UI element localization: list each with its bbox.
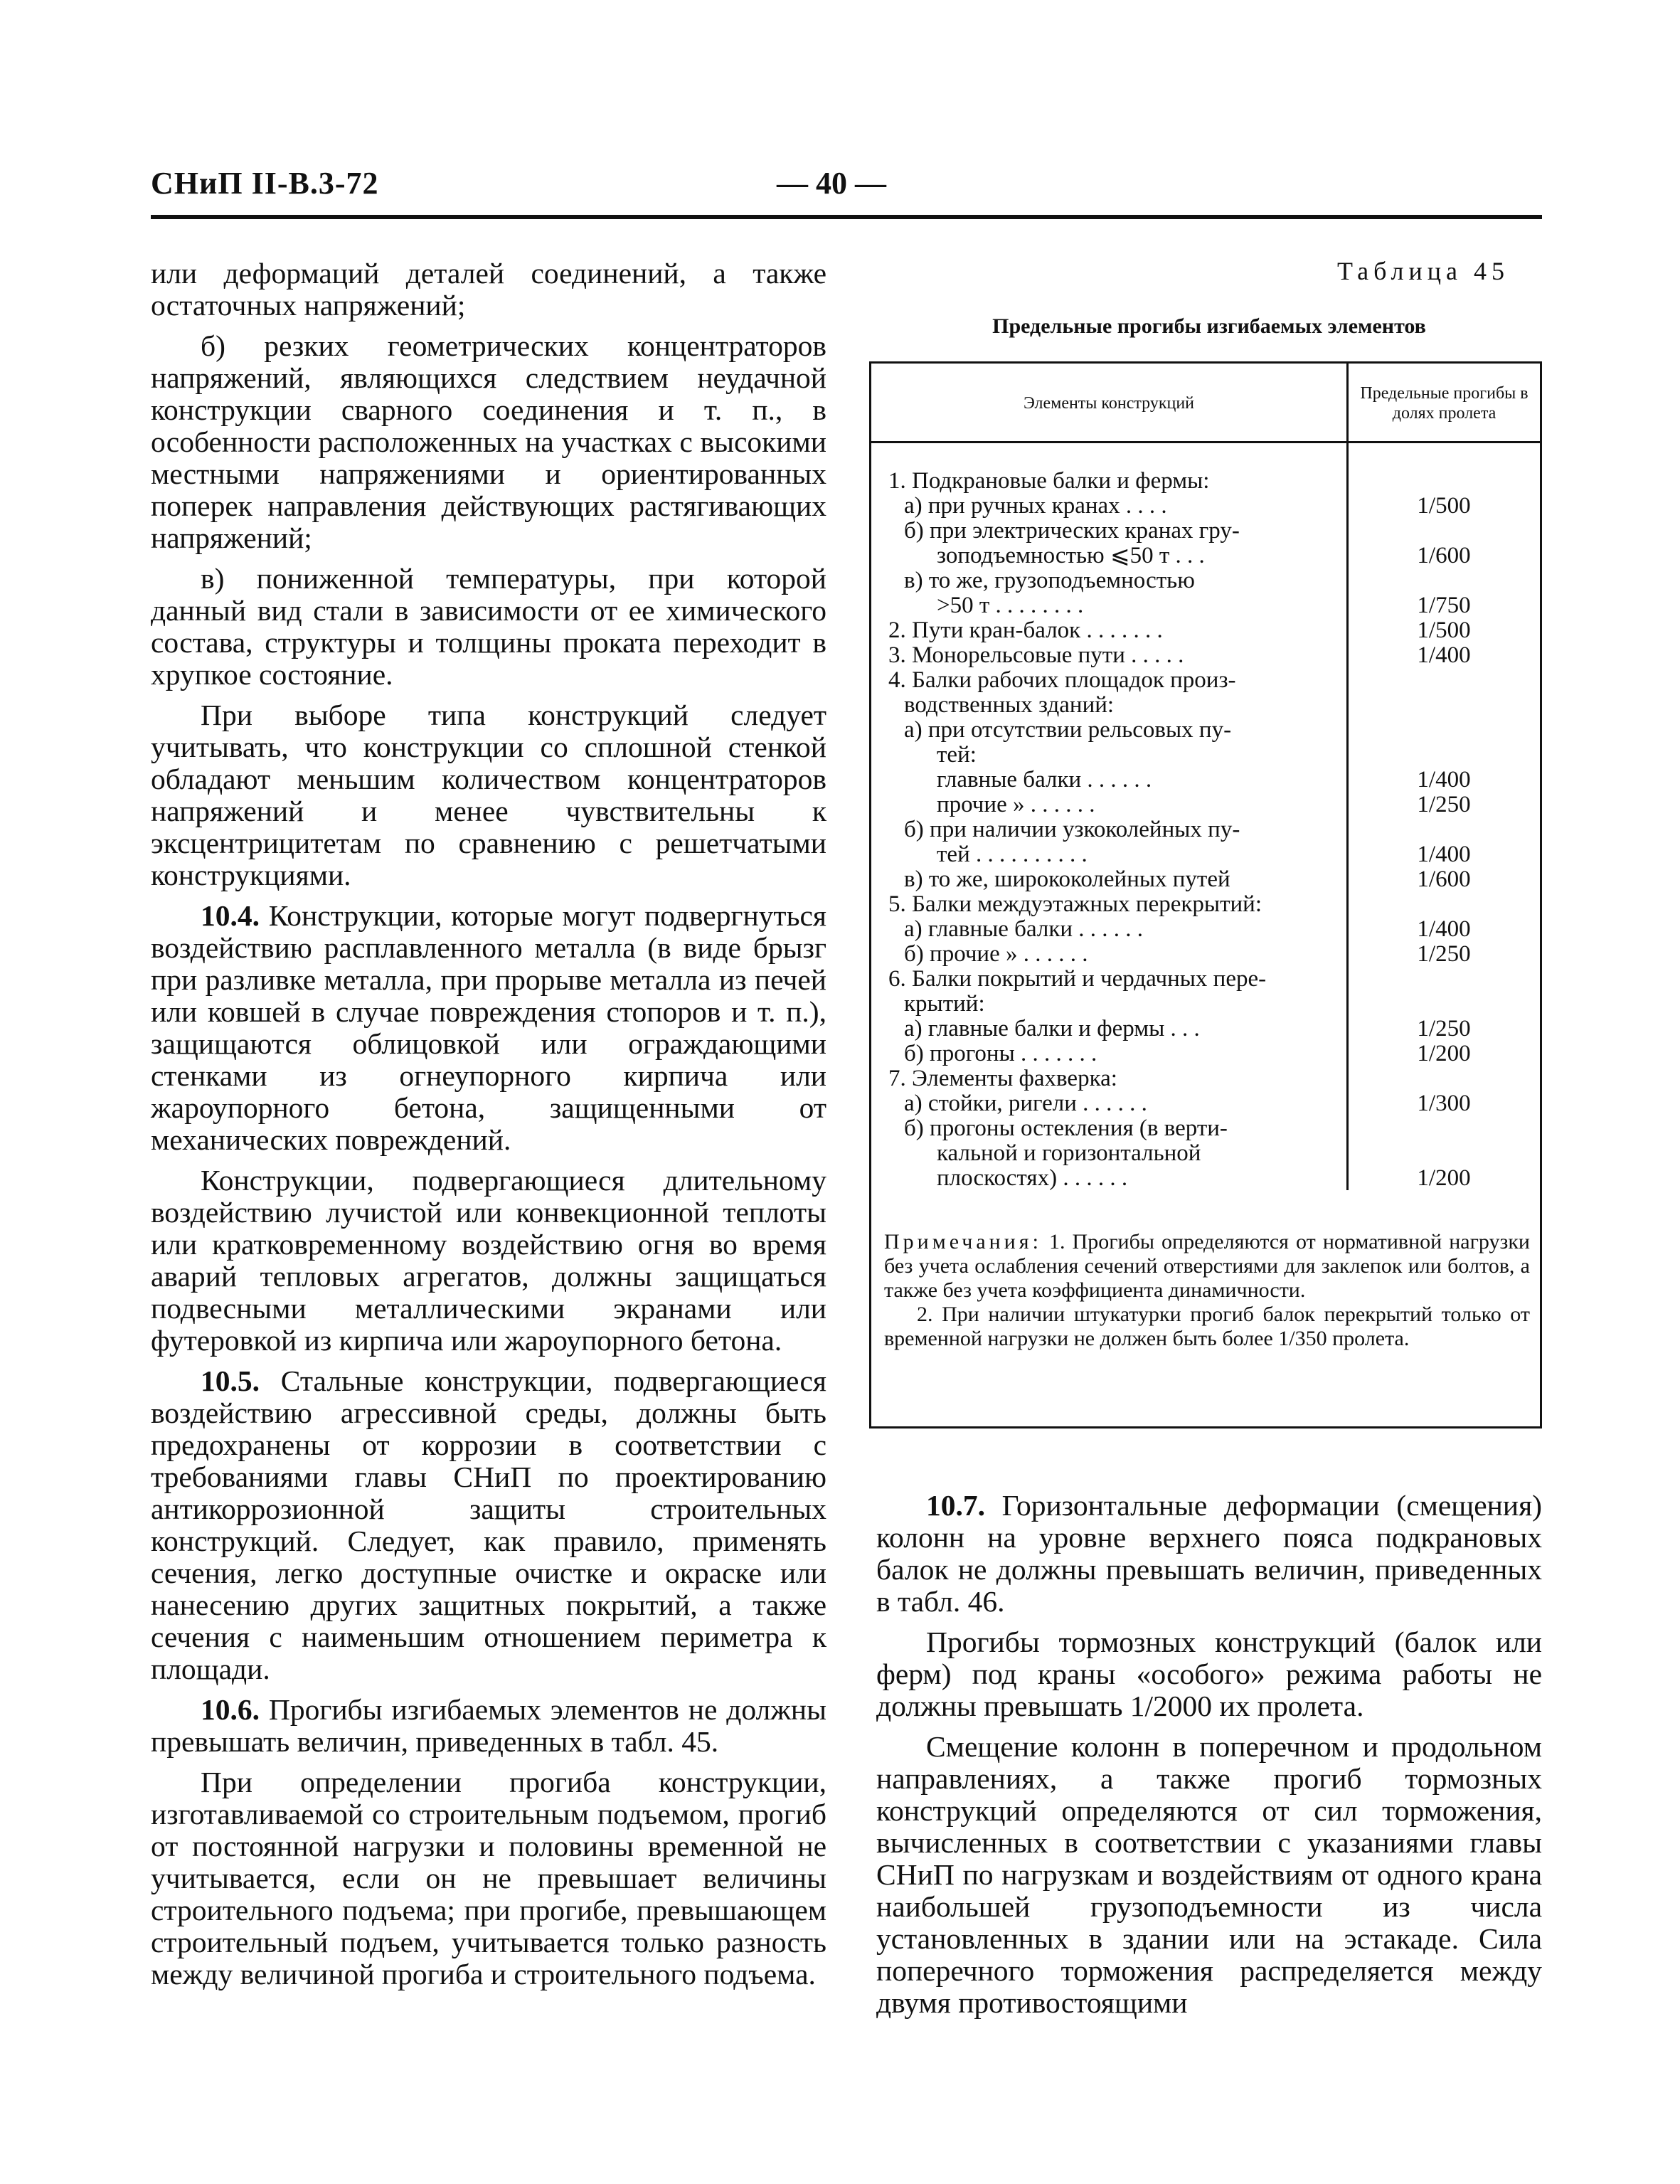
row-value: 1/200	[1417, 1165, 1471, 1191]
clause-number: 10.4.	[201, 899, 260, 932]
row-label: главные балки . . . . . .	[937, 767, 1152, 793]
paragraph: При выборе типа конструкций следует учитывать, что конструкции со сплошной стенкой обладают меньшим количеством концентраторов напряжений и менее чувствительны к эксцентрицитетам по сравнению с решетчатыми конструкциями.	[151, 699, 826, 891]
clause-number: 10.7.	[926, 1489, 985, 1522]
paragraph: или деформаций деталей соединений, а также остаточных напряжений;	[151, 257, 826, 322]
row-label: кальной и горизонтальной	[937, 1140, 1201, 1166]
row-label: водственных зданий:	[904, 692, 1115, 718]
left-column	[151, 258, 826, 1999]
table-row	[871, 867, 1540, 892]
row-value: 1/750	[1417, 593, 1471, 618]
paragraph: Прогибы тормозных конструкций (балок или ферм) под краны «особого» режима работы не должны превышать 1/2000 их пролета.	[876, 1626, 1542, 1722]
note-1: Примечания: 1. Прогибы определяются от нормативной нагрузки без учета ослабления сечений отверстиями для заклепок или болтов, а также без учета коэффициента динамичности.	[884, 1230, 1530, 1302]
row-label: б) прогоны . . . . . . .	[904, 1041, 1097, 1066]
table-row	[871, 593, 1540, 618]
row-value: 1/400	[1417, 842, 1471, 867]
table-row	[871, 1066, 1540, 1091]
row-label: а) при ручных кранах . . . .	[904, 493, 1167, 519]
paragraph: Смещение колонн в поперечном и продольном направлениях, а также прогиб тормозных конструкций определяются от сил торможения, вычисленных в соответствии с указаниями главы СНиП по нагрузкам и воздействиям от одного крана наибольшей грузоподъемности из числа установленных в здании или на эстакаде. Сила поперечного торможения распределяется между двумя противостоящими	[876, 1730, 1542, 2019]
table-row	[871, 793, 1540, 817]
page-header	[151, 165, 1542, 211]
row-label: тей . . . . . . . . . .	[937, 842, 1088, 867]
row-value: 1/250	[1417, 941, 1471, 967]
table-row	[871, 1166, 1540, 1191]
row-label: тей:	[937, 742, 977, 768]
table-row	[871, 992, 1540, 1017]
deflection-table	[869, 361, 1542, 1428]
row-label: а) при отсутствии рельсовых пу-	[904, 717, 1232, 743]
row-label: б) при электрических кранах гру-	[904, 518, 1240, 544]
paragraph: в) пониженной температуры, при которой данный вид стали в зависимости от ее химического состава, структуры и толщины проката переходит в хрупкое состояние.	[151, 562, 826, 691]
row-label: б) прогоны остекления (в верти-	[904, 1115, 1228, 1141]
table-row	[871, 1091, 1540, 1116]
table-body	[871, 469, 1540, 1191]
table-row	[871, 743, 1540, 768]
table-row	[871, 693, 1540, 718]
row-value: 1/400	[1417, 916, 1471, 942]
table-row	[871, 469, 1540, 494]
table-row	[871, 917, 1540, 942]
row-value: 1/400	[1417, 767, 1471, 793]
table-label: Таблица 45	[1337, 257, 1509, 285]
table-row	[871, 842, 1540, 867]
table-row	[871, 967, 1540, 992]
row-label: прочие » . . . . . .	[937, 792, 1095, 817]
row-label: б) прочие » . . . . . .	[904, 941, 1088, 967]
row-label: 1. Подкрановые балки и фермы:	[888, 468, 1210, 494]
row-value: 1/300	[1417, 1091, 1471, 1116]
document-code: СНиП II-В.3-72	[151, 166, 379, 201]
table-row	[871, 1041, 1540, 1066]
paragraph: б) резких геометрических концентраторов напряжений, являющихся следствием неудачной конструкции сварного соединения и т. п., в особенности расположенных на участках с высокими местными напряжениями и ориентированных поперек направления действующих растягивающих напряжений;	[151, 329, 826, 554]
row-label: плоскостях) . . . . . .	[937, 1165, 1128, 1191]
table-row	[871, 618, 1540, 643]
row-label: а) главные балки и фермы . . .	[904, 1016, 1200, 1041]
paragraph: 10.6. Прогибы изгибаемых элементов не должны превышать величин, приведенных в табл. 45.	[151, 1693, 826, 1758]
row-value: 1/200	[1417, 1041, 1471, 1066]
row-label: >50 т . . . . . . . .	[937, 593, 1084, 618]
row-value: 1/250	[1417, 1016, 1471, 1041]
row-value: 1/600	[1417, 543, 1471, 568]
row-label: 7. Элементы фахверка:	[888, 1066, 1117, 1091]
row-value: 1/500	[1417, 493, 1471, 519]
row-label: 4. Балки рабочих площадок произ-	[888, 667, 1236, 693]
row-label: б) при наличии узкоколейных пу-	[904, 817, 1240, 842]
row-label: крытий:	[904, 991, 985, 1017]
table-row	[871, 643, 1540, 668]
header-rule	[151, 215, 1542, 219]
row-label: а) стойки, ригели . . . . . .	[904, 1091, 1147, 1116]
paragraph: 10.7. Горизонтальные деформации (смещения) колонн на уровне верхнего пояса подкрановых балок не должны превышать величин, приведенных в табл. 46.	[876, 1489, 1543, 1618]
table-row	[871, 817, 1540, 842]
paragraph: Конструкции, подвергающиеся длительному воздействию лучистой или конвекционной теплоты или кратковременному воздействию огня во время аварий тепловых агрегатов, должны защищаться подвесными металлическими экранами или футеровкой из кирпича или жароупорного бетона.	[151, 1164, 826, 1357]
clause-number: 10.6.	[201, 1693, 260, 1726]
table-row	[871, 1017, 1540, 1041]
row-value: 1/600	[1417, 866, 1471, 892]
row-label: 6. Балки покрытий и чердачных пере-	[888, 966, 1267, 992]
table-row	[871, 668, 1540, 693]
table-row	[871, 494, 1540, 519]
paragraph: 10.5. Стальные конструкции, подвергающиеся воздействию агрессивной среды, должны быть предохранены от коррозии в соответствии с требованиями главы СНиП по проектированию антикоррозионной защиты строительных конструкций. Следует, как правило, применять сечения, легко доступные очистке и окраске или нанесению других защитных покрытий, а также сечения с наименьшим отношением периметра к площади.	[151, 1364, 827, 1685]
table-row	[871, 544, 1540, 568]
table-row	[871, 718, 1540, 743]
table-row	[871, 568, 1540, 593]
row-label: 2. Пути кран-балок . . . . . . .	[888, 617, 1163, 643]
row-label: зоподъемностью ⩽50 т . . .	[937, 543, 1205, 568]
table-notes	[884, 1230, 1530, 1351]
table-header-row	[871, 364, 1540, 443]
row-value: 1/500	[1417, 617, 1471, 643]
table-row	[871, 768, 1540, 793]
header-elements: Элементы конструкций	[1023, 393, 1195, 413]
row-label: а) главные балки . . . . . .	[904, 916, 1144, 942]
right-column	[876, 1490, 1542, 2027]
table-title: Предельные прогибы изгибаемых элементов	[992, 314, 1426, 338]
row-label: 3. Монорельсовые пути . . . . .	[888, 642, 1184, 668]
header-limits: Предельные прогибы в долях пролета	[1346, 364, 1540, 443]
page-number: — 40 —	[777, 166, 886, 201]
paragraph: 10.4. Конструкции, которые могут подвергнуться воздействию расплавленного металла (в виде брызг при разливке металла, при прорыве металла из печей или ковшей в случае повреждения стопоров и т. п.), защищаются облицовкой или ограждающими стенками из огнеупорного кирпича или жароупорного бетона, защищенными от механических повреждений.	[151, 899, 826, 1156]
table-row	[871, 892, 1540, 917]
row-value: 1/250	[1417, 792, 1471, 817]
note-2: 2. При наличии штукатурки прогиб балок перекрытий только от временной нагрузки не должен быть более 1/350 пролета.	[884, 1303, 1530, 1350]
row-label: в) то же, ширококолейных путей	[904, 866, 1230, 892]
row-label: в) то же, грузоподъемностью	[904, 568, 1195, 593]
table-row	[871, 519, 1540, 544]
table-row	[871, 1116, 1540, 1141]
row-value: 1/400	[1417, 642, 1471, 668]
clause-number: 10.5.	[201, 1364, 260, 1397]
row-label: 5. Балки междуэтажных перекрытий:	[888, 891, 1262, 917]
table-row	[871, 1141, 1540, 1166]
table-row	[871, 942, 1540, 967]
paragraph: При определении прогиба конструкции, изготавливаемой со строительным подъемом, прогиб от постоянной нагрузки и половины временной не учитывается, если он не превышает величины строительного подъема; при прогибе, превышающем строительный подъем, учитывается только разность между величиной прогиба и строительного подъема.	[151, 1766, 826, 1990]
